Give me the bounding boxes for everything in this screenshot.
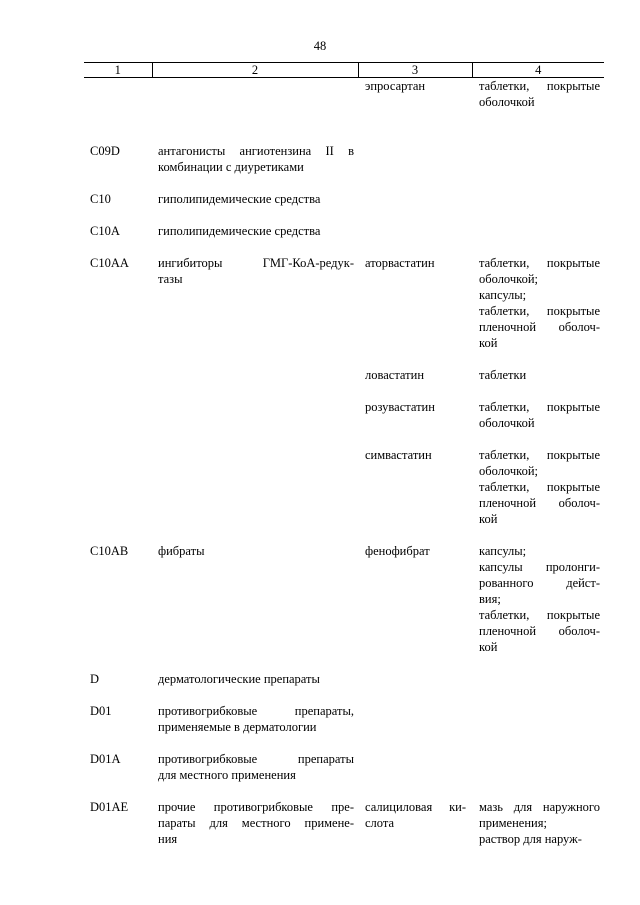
group-name-line: ния [158,832,178,846]
dosage-form-line: таблетки, покрытые [479,256,600,270]
table-row [84,367,604,383]
dosage-form [472,703,604,735]
group-name-line: антагонисты ангиотензина II в [158,144,354,158]
drug-name [358,671,472,687]
column-header-2: 2 [152,63,358,78]
dosage-form [472,255,604,351]
group-name-line: параты для местного примене- [158,816,354,830]
group-name [152,399,358,431]
column-header-3: 3 [358,63,472,78]
group-name [152,543,358,655]
dosage-form-line: оболочкой [479,416,535,430]
atc-code: C10A [90,224,120,238]
dosage-form-line: таблетки, покрытые [479,608,600,622]
atc-code [84,447,152,527]
dosage-form-line: пленочной оболоч- [479,320,600,334]
dosage-form-line: таблетки, покрытые [479,480,600,494]
dosage-form [472,447,604,527]
group-name [152,799,358,847]
table-header-row [84,63,604,78]
group-name [152,143,358,175]
dosage-form-line: кой [479,512,498,526]
drug-name [358,543,472,655]
dosage-form-line: пленочной оболоч- [479,496,600,510]
dosage-form [472,223,604,239]
group-name-line: применяемые в дерматологии [158,720,317,734]
drug-name-line: салициловая ки- [365,800,466,814]
atc-code: C10 [90,192,111,206]
table-row [84,191,604,207]
dosage-form-line: кой [479,640,498,654]
row-spacer [84,175,604,191]
drug-table [84,62,604,847]
drug-name-line: ловастатин [365,368,425,382]
group-name [152,671,358,687]
drug-name-line: фенофибрат [365,544,430,558]
row-spacer [84,383,604,399]
dosage-form-line: оболочкой [479,95,535,109]
group-name [152,703,358,735]
dosage-form [472,543,604,655]
drug-name-line: аторвастатин [365,256,435,270]
group-name-line: гиполипидемические средства [158,192,321,206]
dosage-form [472,751,604,783]
row-spacer [84,655,604,671]
drug-name-line: симвастатин [365,448,432,462]
atc-code: C10AA [90,256,129,270]
dosage-form [472,367,604,383]
drug-name [358,703,472,735]
dosage-form-line: оболочкой; [479,272,538,286]
dosage-form-line: пленочной оболоч- [479,624,600,638]
dosage-form-line: таблетки, покрытые [479,304,600,318]
atc-code: C09D [90,144,120,158]
row-spacer [84,207,604,223]
group-name [152,447,358,527]
dosage-form-line: капсулы; [479,544,527,558]
group-name [152,751,358,783]
row-spacer [84,110,604,143]
drug-name [358,191,472,207]
table-row [84,399,604,431]
dosage-form [472,671,604,687]
atc-code [84,78,152,111]
atc-code: D01AE [90,800,129,814]
table-row [84,78,604,111]
dosage-form-line: вия; [479,592,501,606]
group-name-line: прочие противогрибковые пре- [158,800,354,814]
table-row [84,223,604,239]
table-row [84,447,604,527]
dosage-form-line: оболочкой; [479,464,538,478]
drug-name [358,799,472,847]
dosage-form [472,191,604,207]
group-name [152,78,358,111]
dosage-form-line: таблетки [479,368,527,382]
group-name-line: комбинации с диуретиками [158,160,304,174]
group-name [152,223,358,239]
column-header-4: 4 [472,63,604,78]
group-name-line: гиполипидемические средства [158,224,321,238]
atc-code: C10AB [90,544,129,558]
dosage-form-line: таблетки, покрытые [479,79,600,93]
dosage-form-line: применения; [479,816,547,830]
page-number: 48 [313,39,327,53]
group-name-line: противогрибковые препараты, [158,704,354,718]
dosage-form [472,78,604,111]
drug-name [358,751,472,783]
group-name-line: ингибиторы ГМГ-КоА-редук- [158,256,354,270]
drug-name-line: слота [365,816,395,830]
dosage-form-line: таблетки, покрытые [479,448,600,462]
group-name-line: тазы [158,272,183,286]
row-spacer [84,431,604,447]
drug-name [358,399,472,431]
table-row [84,703,604,735]
drug-name [358,143,472,175]
dosage-form-line: раствор для наруж- [479,832,582,846]
dosage-form-line: таблетки, покрытые [479,400,600,414]
group-name [152,191,358,207]
dosage-form [472,799,604,847]
drug-name [358,78,472,111]
table-row [84,143,604,175]
dosage-form-line: рованного дейст- [479,576,600,590]
dosage-form-line: кой [479,336,498,350]
table-row [84,255,604,351]
dosage-form-line: капсулы; [479,288,527,302]
drug-name-line: эпросартан [365,79,426,93]
row-spacer [84,351,604,367]
atc-code: D01 [90,704,112,718]
atc-code [84,399,152,431]
atc-code: D01A [90,752,121,766]
group-name-line: дерматологические препараты [158,672,320,686]
group-name-line: противогрибковые препараты [158,752,354,766]
drug-name [358,447,472,527]
table-row [84,671,604,687]
dosage-form-line: капсулы пролонги- [479,560,600,574]
group-name [152,367,358,383]
dosage-form [472,143,604,175]
group-name-line: для местного применения [158,768,296,782]
row-spacer [84,239,604,255]
drug-name-line: розувастатин [365,400,435,414]
table-row [84,799,604,847]
row-spacer [84,527,604,543]
dosage-form [472,399,604,431]
table-row [84,751,604,783]
dosage-form-line: мазь для наружного [479,800,600,814]
atc-code [84,367,152,383]
row-spacer [84,783,604,799]
atc-code: D [90,672,100,686]
drug-name [358,255,472,351]
row-spacer [84,687,604,703]
column-header-1: 1 [84,63,152,78]
group-name-line: фибраты [158,544,205,558]
table-body [84,78,604,848]
drug-name [358,223,472,239]
group-name [152,255,358,351]
table-row [84,543,604,655]
row-spacer [84,735,604,751]
drug-name [358,367,472,383]
